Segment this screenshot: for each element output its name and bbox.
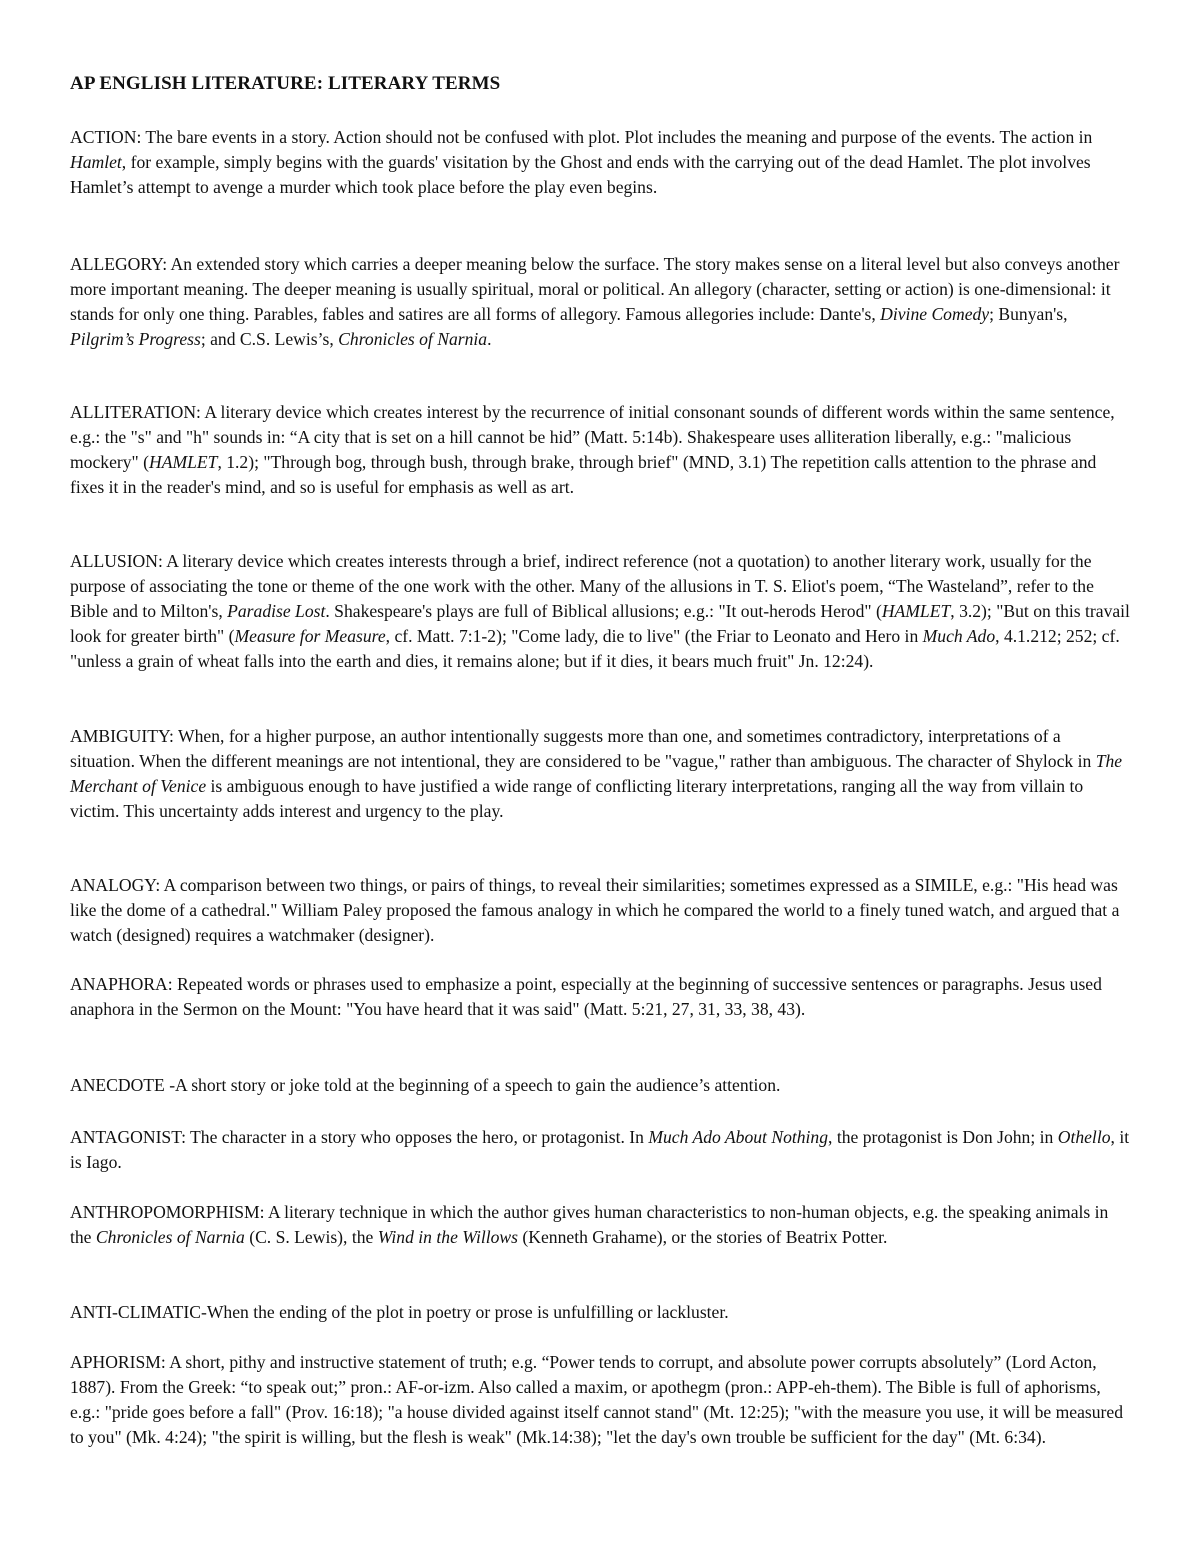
entry-text: ANECDOTE -A short story or joke told at the beginning of a speech to gain the audience’s attention. <box>70 1075 781 1095</box>
entry-text: (C. S. Lewis), the <box>244 1227 378 1247</box>
entry-text: ANTHROPOMORPHISM: A literary technique in which the author gives human characteristics to non-human objects, e.g. the speaking animals in the <box>70 1202 1109 1247</box>
italic-title-text: Wind in the Willows <box>377 1227 519 1247</box>
entry-text: ALLEGORY: An extended story which carries a deeper meaning below the surface. The story makes sense on a literal level but also conveys another more important meaning. The deeper meaning is usually spiritual, moral or political. An allegory (character, setting or action) is one-dimensional: it stands for only one thing. Parables, fables and satires are all forms of allegory. Famous allegories include: Dante's, <box>70 254 1120 324</box>
entry-text: . Shakespeare's plays are full of Biblical allusions; e.g.: "It out-herods Herod" ( <box>325 601 882 621</box>
term-entry-alliteration <box>70 400 1130 500</box>
entry-text: ACTION: The bare events in a story. Action should not be confused with plot. Plot includes the meaning and purpose of the events. The action in <box>70 127 1093 147</box>
entry-text: , it is Iago. <box>70 1127 1130 1172</box>
term-entry-allegory <box>70 252 1130 352</box>
entry-text: AMBIGUITY: When, for a higher purpose, an author intentionally suggests more than one, and sometimes contradictory, interpretations of a situation. When the different meanings are not intentional, they are considered to be "vague," rather than ambiguous. The character of Shylock in <box>70 726 1096 771</box>
entry-text: (Kenneth Grahame), or the stories of Beatrix Potter. <box>518 1227 888 1247</box>
italic-title-text: HAMLET <box>149 452 218 472</box>
entry-text: ANTAGONIST: The character in a story who opposes the hero, or protagonist. In <box>70 1127 649 1147</box>
entry-text: , 4.1.212; 252; cf. "unless a grain of wheat falls into the earth and dies, it remains alone; but if it dies, it bears much fruit" Jn. 12:24). <box>70 626 1120 671</box>
italic-title-text: Chronicles of Narnia <box>338 329 488 349</box>
term-entry-anecdote <box>70 1073 1130 1098</box>
entry-text: APHORISM: A short, pithy and instructive statement of truth; e.g. “Power tends to corrupt, and absolute power corrupts absolutely” (Lord Acton, 1887). From the Greek: “to speak out;” pron.: AF-or-izm. Also called a maxim, or apothegm (pron.: APP-eh-them). The Bible is full of aphorisms, e.g.: "pride goes before a fall" (Prov. 16:18); "a house divided against itself cannot stand" (Mt. 12:25); "with the measure you use, it will be measured to you" (Mk. 4:24); "the spirit is willing, but the flesh is weak" (Mk.14:38); "let the day's own trouble be sufficient for the day" (Mt. 6:34). <box>70 1352 1123 1447</box>
entry-text: ALLUSION: A literary device which creates interests through a brief, indirect reference (not a quotation) to another literary work, usually for the purpose of associating the tone or theme of the one work with the other. Many of the allusions in T. S. Eliot's poem, “The Wasteland”, refer to the Bible and to Milton's, <box>70 551 1094 621</box>
entry-text: ANALOGY: A comparison between two things, or pairs of things, to reveal their similarities; sometimes expressed as a SIMILE, e.g.: "His head was like the dome of a cathedral." William Paley proposed the famous analogy in which he compared the world to a finely tuned watch, and argued that a watch (designed) requires a watchmaker (designer). <box>70 875 1120 945</box>
term-entry-action <box>70 125 1130 200</box>
term-entry-anti-climatic <box>70 1300 1130 1325</box>
italic-title-text: Measure for Measure <box>234 626 386 646</box>
italic-title-text: Divine Comedy <box>880 304 990 324</box>
italic-title-text: Hamlet <box>70 152 122 172</box>
entry-text: . <box>487 329 492 349</box>
entry-text: ANTI-CLIMATIC-When the ending of the plot in poetry or prose is unfulfilling or lackluster. <box>70 1302 729 1322</box>
italic-title-text: Othello <box>1057 1127 1111 1147</box>
term-entry-anthropomorphism <box>70 1200 1130 1250</box>
term-entry-ambiguity <box>70 724 1130 824</box>
term-entry-allusion <box>70 549 1130 674</box>
document-title: AP ENGLISH LITERATURE: LITERARY TERMS <box>70 73 501 94</box>
italic-title-text: Much Ado About Nothing <box>648 1127 829 1147</box>
entry-text: ; Bunyan's, <box>989 304 1068 324</box>
entry-text: , 3.2); "But on this travail look for greater birth" ( <box>70 601 1130 646</box>
italic-title-text: The Merchant of Venice <box>70 751 1123 796</box>
entry-text: , the protagonist is Don John; in <box>828 1127 1058 1147</box>
entry-text: , 1.2); "Through bog, through bush, through brake, through brief" (MND, 3.1) The repetition calls attention to the phrase and fixes it in the reader's mind, and so is useful for emphasis as well as art. <box>70 452 1097 497</box>
term-entry-analogy <box>70 873 1130 948</box>
italic-title-text: Chronicles of Narnia <box>95 1227 245 1247</box>
entry-text: ANAPHORA: Repeated words or phrases used to emphasize a point, especially at the beginning of successive sentences or paragraphs. Jesus used anaphora in the Sermon on the Mount: "You have heard that it was said" (Matt. 5:21, 27, 31, 33, 38, 43). <box>70 974 1102 1019</box>
entry-text: is ambiguous enough to have justified a wide range of conflicting literary interpretations, ranging all the way from villain to victim. This uncertainty adds interest and urgency to the play. <box>70 776 1084 821</box>
entry-text: ; and C.S. Lewis’s, <box>200 329 339 349</box>
italic-title-text: Much Ado <box>922 626 996 646</box>
term-entry-aphorism <box>70 1350 1130 1450</box>
italic-title-text: Pilgrim’s Progress <box>70 329 201 349</box>
entry-text: ALLITERATION: A literary device which creates interest by the recurrence of initial consonant sounds of different words within the same sentence, e.g.: the "s" and "h" sounds in: “A city that is set on a hill cannot be hid” (Matt. 5:14b). Shakespeare uses alliteration liberally, e.g.: "malicious mockery" ( <box>70 402 1115 472</box>
term-entry-anaphora <box>70 972 1130 1022</box>
entry-text: , for example, simply begins with the guards' visitation by the Ghost and ends with the carrying out of the dead Hamlet. The plot involves Hamlet’s attempt to avenge a murder which took place before the play even begins. <box>70 152 1091 197</box>
italic-title-text: Paradise Lost <box>227 601 326 621</box>
entry-text: , cf. Matt. 7:1-2); "Come lady, die to live" (the Friar to Leonato and Hero in <box>385 626 923 646</box>
term-entry-antagonist <box>70 1125 1130 1175</box>
italic-title-text: HAMLET <box>881 601 951 621</box>
